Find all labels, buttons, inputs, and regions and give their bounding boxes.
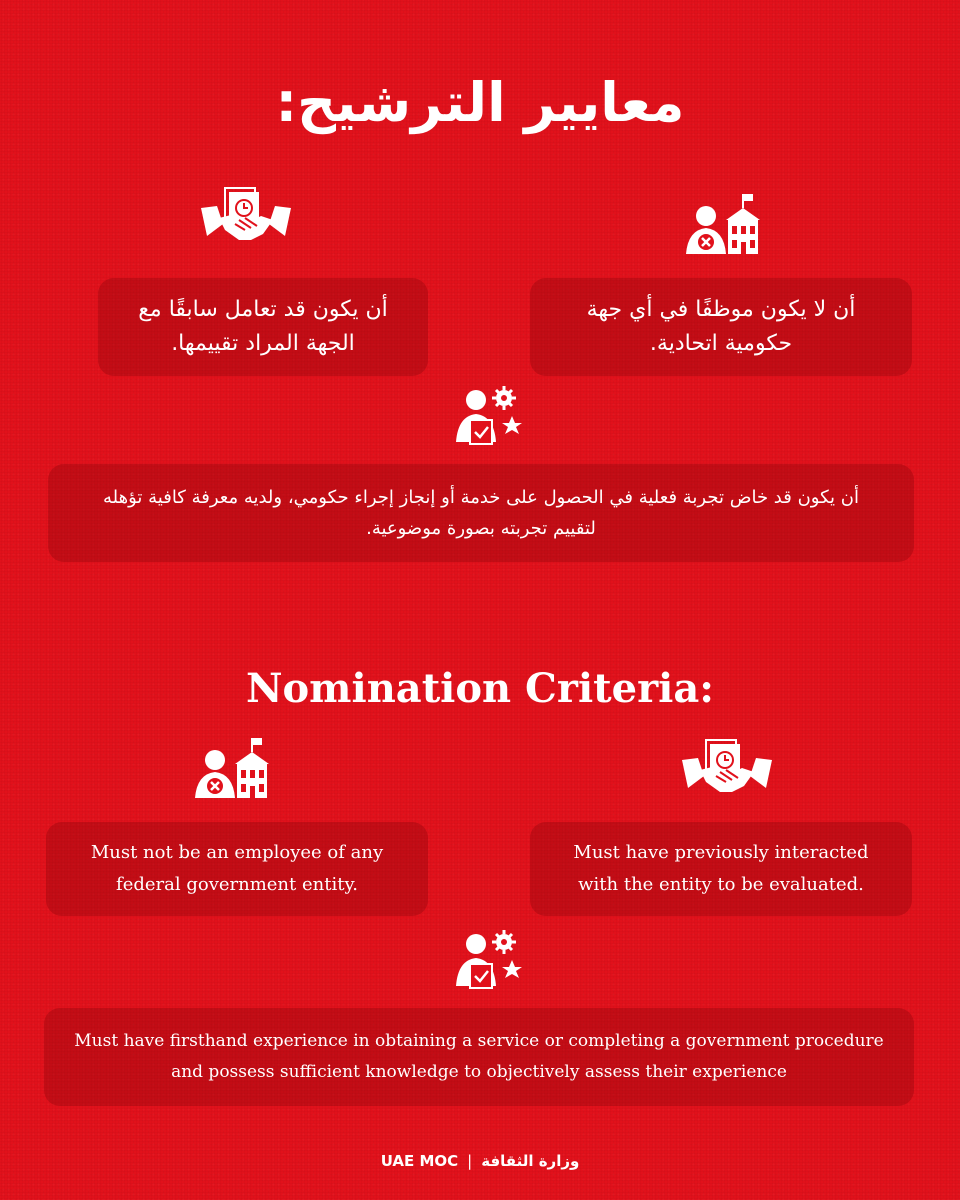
arabic-criterion-interacted (98, 278, 428, 376)
arabic-criterion-not-employee (530, 278, 912, 376)
handshake-clock-icon (680, 736, 774, 800)
english-criterion-not-employee (46, 822, 428, 916)
english-criterion-interacted (530, 822, 912, 916)
arabic-criterion-not-employee-text: أن لا يكون موظفًا في أي جهة حكومية اتحادية. (586, 297, 856, 356)
arabic-title: معايير الترشيح: (275, 71, 685, 134)
arabic-criterion-interacted-text: أن يكون قد تعامل سابقًا مع الجهة المراد تقييمها. (138, 297, 388, 356)
footer-brand: UAE MOC (380, 1152, 459, 1170)
english-title: Nomination Criteria: (245, 665, 715, 712)
footer-separator: | (467, 1152, 473, 1170)
arabic-criterion-experience (48, 464, 914, 562)
arabic-criterion-experience-text: أن يكون قد خاض تجربة فعلية في الحصول على خدمة أو إنجاز إجراء حكومي، ولديه معرفة كافية تؤهله لتقييم تجربته بصورة موضوعية. (103, 487, 859, 539)
person-x-government-building-icon (686, 192, 760, 256)
english-criterion-not-employee-text: Must not be an employee of any federal government entity. (90, 842, 384, 895)
english-criterion-experience-text: Must have firsthand experience in obtaining a service or completing a government procedure and possess sufficient knowledge to objectively assess their experience (74, 1031, 884, 1082)
person-gear-star-icon (452, 930, 524, 994)
footer-logo (0, 1151, 960, 1171)
english-criterion-experience (44, 1008, 914, 1106)
english-criterion-interacted-text: Must have previously interacted with the entity to be evaluated. (573, 842, 869, 895)
handshake-clock-icon (199, 184, 293, 244)
person-gear-star-icon (452, 386, 524, 450)
person-x-government-building-icon (195, 736, 269, 800)
footer-arabic-name: وزارة الثقافة (481, 1152, 580, 1170)
